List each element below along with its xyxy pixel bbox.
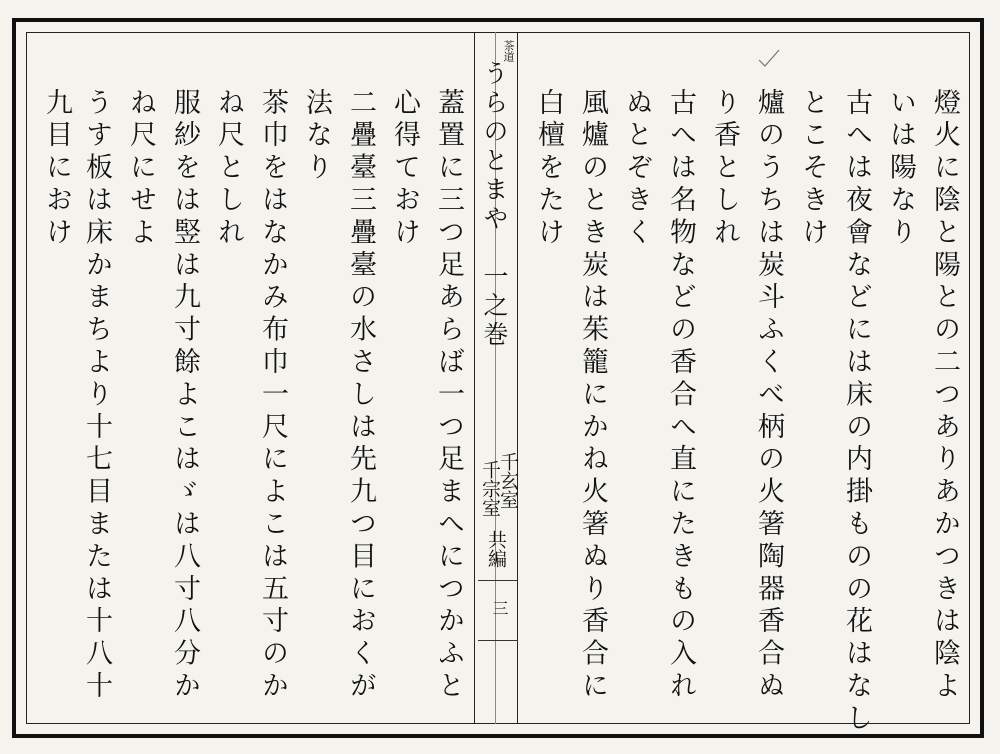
editor-name-2: 千宗室	[479, 460, 501, 517]
editor-name-1: 千玄室	[497, 452, 519, 509]
text-column: とこそきけ	[797, 88, 828, 250]
text-column: 蓋置に三つ足あらば一つ足まへにつかふと	[433, 88, 464, 704]
text-column: 九目におけ	[41, 88, 72, 250]
text-column: ね尺にせよ	[125, 88, 156, 250]
page-number: 三	[490, 600, 509, 616]
text-column: 心得ておけ	[389, 88, 420, 250]
text-column: 古へは名物などの香合へ直にたきもの入れ	[665, 88, 696, 704]
text-column: いは陽なり	[885, 88, 916, 250]
series-title: 茶道	[502, 40, 515, 62]
text-column: 白檀をたけ	[533, 88, 564, 250]
text-column: 古へは夜會などには床の内掛ものの花はなし	[841, 88, 872, 736]
page-number-rule-top	[478, 580, 518, 581]
text-column: 燈火に陰と陽との二つありあかつきは陰よ	[929, 88, 960, 704]
text-column: 法なり	[301, 88, 332, 186]
text-column: り香としれ	[709, 88, 740, 250]
pencil-check-mark	[757, 48, 781, 68]
text-column: 二疊臺三疊臺の水さしは先九つ目におくが	[345, 88, 376, 704]
text-column: ぬとぞきく	[621, 88, 652, 250]
text-column: 風爐のとき炭は茱籠にかね火箸ぬり香合に	[577, 88, 608, 704]
text-column: ね尺としれ	[213, 88, 244, 250]
text-column: 爐のうちは炭斗ふくべ柄の火箸陶器香合ぬ	[753, 88, 784, 704]
book-title: うらのとまや 一之巻	[480, 60, 509, 350]
editor-suffix: 共編	[485, 530, 507, 568]
text-column: 服紗をは竪は九寸餘よこはゞは八寸八分か	[169, 88, 200, 704]
text-column: 茶巾をはなかみ布巾一尺によこは五寸のか	[257, 88, 288, 704]
text-column: うす板は床かまちより十七目または十八十	[81, 88, 112, 704]
page-number-rule-bottom	[478, 640, 518, 641]
